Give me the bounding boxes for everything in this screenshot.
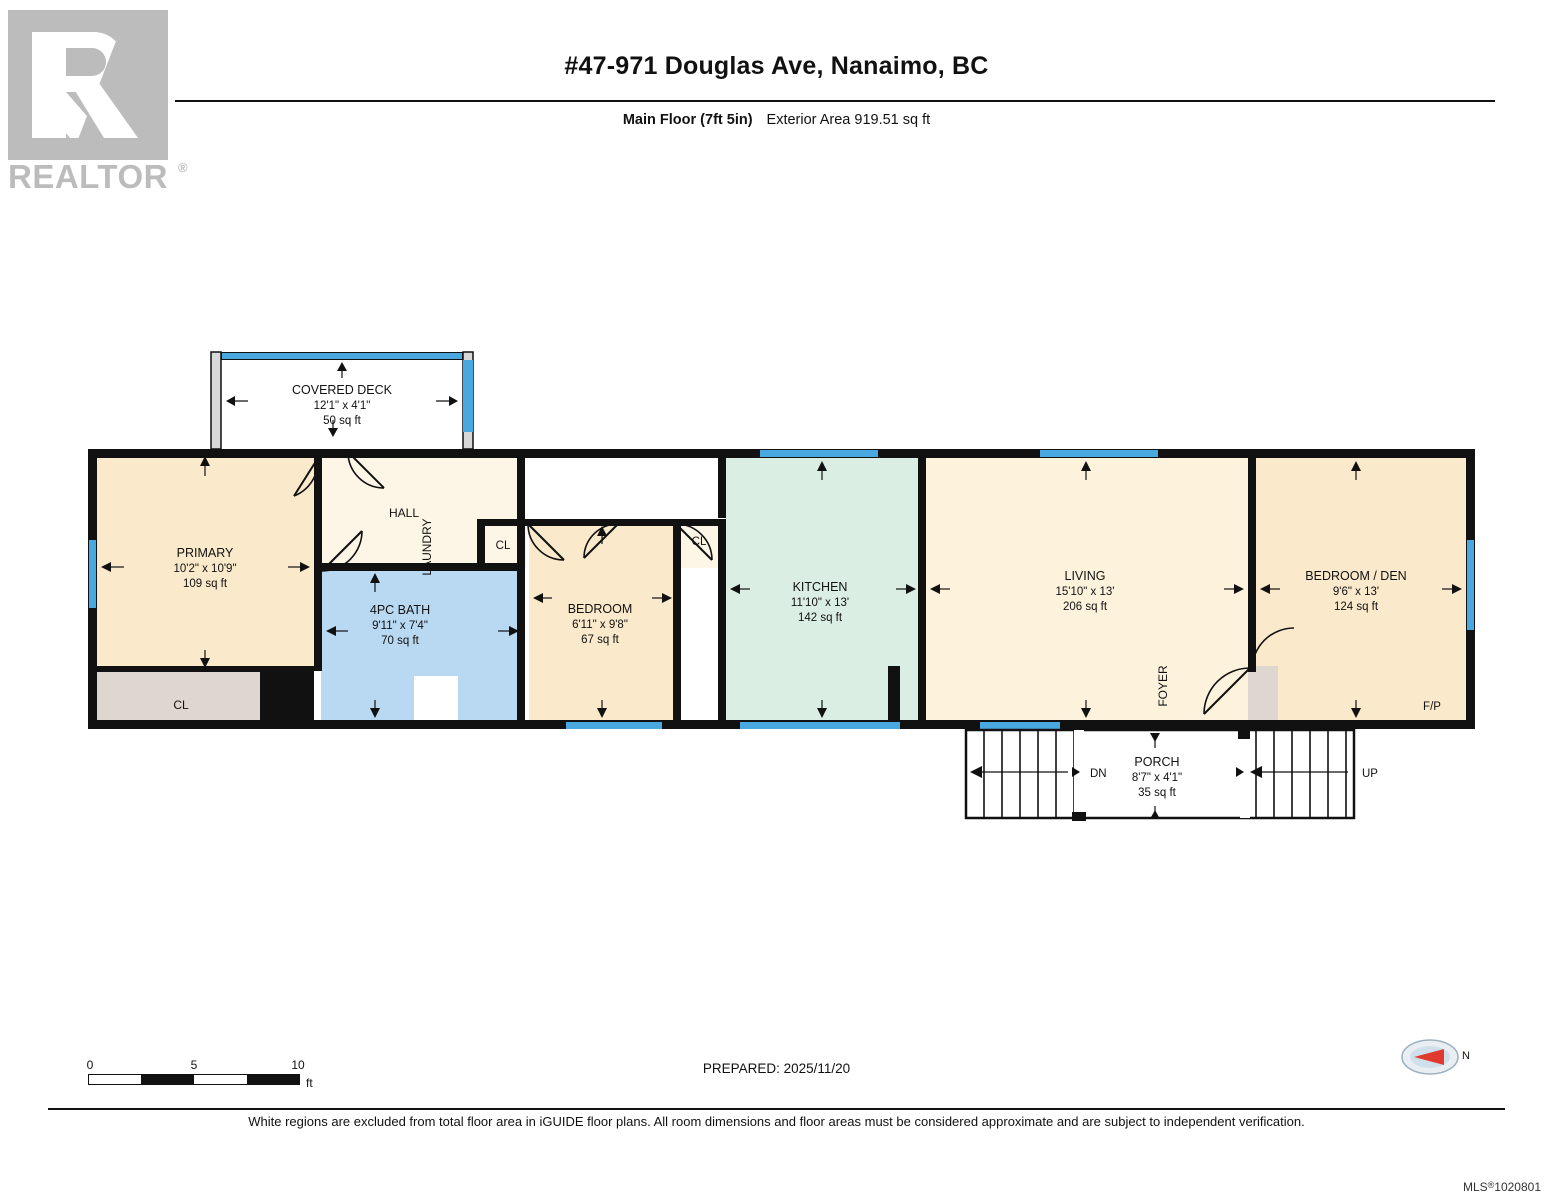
label-primary-closet: CL (173, 698, 189, 712)
label-foyer: FOYER (1156, 665, 1170, 707)
fill-den-closet (1248, 666, 1278, 720)
label-living-area: 206 sq ft (1062, 601, 1108, 613)
disclaimer-text: White regions are excluded from total floor area in iGUIDE floor plans. All room dimensions and floor areas must be considered approximate and are subject to independent verification. (248, 1114, 1305, 1129)
floor-label: Main Floor (7ft 5in) (622, 112, 753, 128)
scale-label-5: 5 (190, 1058, 198, 1072)
label-den-area: 124 sq ft (1333, 601, 1379, 613)
label-covered-deck-name: COVERED DECK (291, 383, 393, 397)
label-kitchen-name: KITCHEN (792, 580, 848, 594)
label-stairs-down: DN (1090, 768, 1107, 780)
label-laundry: LAUNDRY (420, 518, 434, 576)
label-primary-area: 109 sq ft (182, 578, 228, 590)
exterior-area-label: Exterior Area 919.51 sq ft (766, 112, 931, 128)
label-stairs-up: UP (1362, 768, 1378, 780)
prepared-date: PREPARED: 2025/11/20 (702, 1061, 851, 1076)
scale-label-0: 0 (86, 1058, 94, 1072)
label-primary-name: PRIMARY (176, 546, 234, 560)
realtor-logo-text: REALTOR (8, 158, 168, 195)
mls-registered: ® (1487, 1180, 1495, 1190)
label-closet-1: CL (495, 540, 511, 552)
label-living-dims: 15'10" x 13' (1055, 586, 1115, 598)
label-kitchen-area: 142 sq ft (797, 612, 843, 624)
mls-label: MLS (1462, 1180, 1488, 1194)
footer-divider (48, 1108, 1505, 1110)
label-bath-name: 4PC BATH (369, 603, 431, 617)
label-hall: HALL (388, 506, 420, 520)
bath-fixture (414, 676, 458, 720)
label-fireplace: F/P (1423, 701, 1441, 713)
label-porch-dims: 8'7" x 4'1" (1131, 772, 1183, 784)
label-den-name: BEDROOM / DEN (1305, 569, 1407, 583)
label-primary-dims: 10'2" x 10'9" (173, 563, 237, 575)
label-bath-dims: 9'11" x 7'4" (372, 620, 428, 632)
wall-block (260, 671, 314, 720)
scale-label-10: 10 (291, 1058, 305, 1072)
scale-unit-label: ft (306, 1076, 313, 1090)
label-porch-name: PORCH (1134, 755, 1180, 769)
page-title: #47-971 Douglas Ave, Nanaimo, BC (564, 52, 989, 80)
label-den-dims: 9'6" x 13' (1332, 586, 1380, 598)
label-closet-2: CL (691, 536, 707, 548)
label-covered-deck-dims: 12'1" x 4'1" (313, 400, 371, 412)
compass-north-label: N (1462, 1050, 1470, 1062)
mls-number (1463, 1180, 1541, 1194)
label-kitchen-dims: 11'10" x 13' (790, 597, 850, 609)
label-covered-deck-area: 50 sq ft (323, 415, 361, 427)
label-bedroom-dims: 6'11" x 9'8" (572, 619, 628, 631)
compass-rose (1400, 1032, 1470, 1082)
label-porch-area: 35 sq ft (1138, 787, 1176, 799)
fill-primary-closet (97, 671, 260, 720)
label-bedroom-area: 67 sq ft (581, 634, 619, 646)
label-living-name: LIVING (1064, 569, 1106, 583)
mls-id: 1020801 (1494, 1180, 1541, 1194)
label-bath-area: 70 sq ft (381, 635, 419, 647)
realtor-logo-registered: ® (178, 160, 188, 175)
label-bedroom-name: BEDROOM (567, 602, 633, 616)
